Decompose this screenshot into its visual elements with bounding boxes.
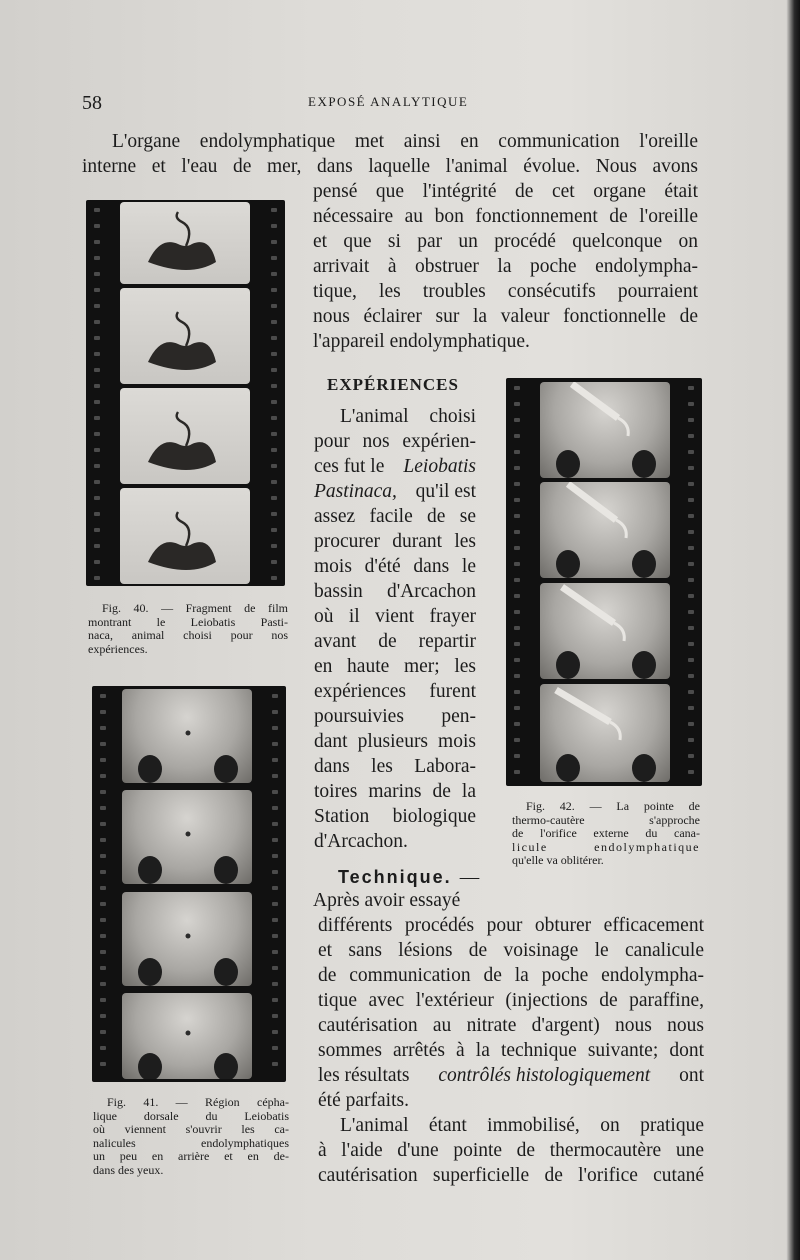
film-perforation	[94, 448, 100, 452]
intro-line: et que si par un procédé quelconque on	[313, 231, 698, 252]
film-perforation	[514, 722, 520, 726]
film-perforation	[100, 1030, 106, 1034]
technique-line	[318, 1064, 704, 1089]
film-perforation	[272, 1046, 278, 1050]
film-perforation	[94, 544, 100, 548]
technique-text: ont	[679, 1065, 704, 1086]
film-perforation	[514, 418, 520, 422]
film-perforation	[514, 770, 520, 774]
film-perforation	[272, 822, 278, 826]
intro-line: interne et l'eau de mer, dans laquelle l'animal évolue. Nous avons	[82, 156, 698, 177]
film-perforation	[271, 320, 277, 324]
section-heading-technique: Technique.	[338, 867, 452, 887]
caption-line: de l'orifice externe du cana-	[512, 826, 700, 840]
caption-line: expériences.	[88, 641, 148, 656]
film-perforation	[272, 934, 278, 938]
film-perforation	[100, 950, 106, 954]
film-perforation	[271, 480, 277, 484]
film-perforation	[272, 694, 278, 698]
caption-line: naca, animal choisi pour nos	[88, 628, 288, 642]
film-perforation	[271, 272, 277, 276]
intro-line: L'organe endolymphatique met ainsi en communication l'oreille	[112, 131, 698, 152]
figure-40-film-strip	[86, 200, 285, 586]
film-perforation	[100, 870, 106, 874]
caption-line: licule endolymphatique	[512, 839, 700, 854]
experiences-line: toires marins de la	[314, 781, 476, 802]
film-perforation	[514, 658, 520, 662]
film-perforation	[271, 336, 277, 340]
film-frame	[540, 482, 670, 578]
film-perforation	[272, 710, 278, 714]
film-perforation	[100, 966, 106, 970]
experiences-line: dans les Labora-	[314, 756, 476, 777]
film-perforation	[100, 790, 106, 794]
film-frame	[120, 388, 250, 484]
film-perforation	[94, 336, 100, 340]
film-perforation	[271, 416, 277, 420]
film-perforation	[514, 626, 520, 630]
caption-line: montrant le Leiobatis Pasti-	[88, 614, 288, 629]
film-perforation	[688, 386, 694, 390]
film-perforation	[272, 998, 278, 1002]
experiences-line: Station biologique	[314, 806, 476, 827]
film-perforation	[688, 706, 694, 710]
film-perforation	[272, 838, 278, 842]
figure-41-caption	[93, 1096, 289, 1177]
film-perforation	[100, 902, 106, 906]
experiences-line: assez facile de se	[314, 506, 476, 527]
film-perforation	[514, 754, 520, 758]
film-perforation	[514, 450, 520, 454]
caption-line: Fig. 41. — Région cépha-	[107, 1095, 289, 1109]
film-perforation	[271, 352, 277, 356]
ray-head-icon	[122, 790, 252, 884]
ray-head-icon	[122, 892, 252, 986]
experiences-line: où il vient frayer	[314, 606, 476, 627]
film-perforation	[271, 368, 277, 372]
intro-line: nécessaire au bon fonctionnement de l'oreille	[313, 206, 698, 227]
ray-fish-icon	[120, 202, 250, 284]
ray-fish-icon	[120, 288, 250, 384]
intro-line: l'appareil endolymphatique.	[313, 331, 530, 352]
film-perforation	[100, 918, 106, 922]
film-perforation	[272, 790, 278, 794]
film-perforation	[94, 384, 100, 388]
film-perforation	[688, 754, 694, 758]
film-perforation	[271, 240, 277, 244]
ray-head-icon	[122, 689, 252, 783]
film-perforation	[688, 450, 694, 454]
film-perforation	[100, 758, 106, 762]
film-perforation	[272, 982, 278, 986]
technique-line: sommes arrêtés à la technique suivante; dont	[318, 1040, 704, 1061]
film-perforation	[100, 982, 106, 986]
ray-fish-icon	[120, 388, 250, 484]
film-perforation	[271, 208, 277, 212]
experiences-line	[314, 455, 476, 480]
running-title: EXPOSÉ ANALYTIQUE	[308, 94, 469, 109]
thermocautery-icon	[540, 684, 670, 782]
film-perforation	[514, 610, 520, 614]
film-perforation	[94, 576, 100, 580]
film-frame	[122, 689, 252, 783]
film-perforation	[94, 352, 100, 356]
page-edge-shadow	[786, 0, 800, 1260]
technique-text: les résultats	[318, 1065, 410, 1086]
film-perforation	[94, 368, 100, 372]
technique-line: et sans lésions de voisinage le canalicule	[318, 940, 704, 961]
technique-line: L'animal étant immobilisé, on pratique	[340, 1115, 704, 1136]
intro-line: arrivait à obstruer la poche endolympha-	[313, 256, 698, 277]
experiences-line: pour nos expérien-	[314, 431, 476, 452]
film-perforation	[94, 224, 100, 228]
film-perforation	[100, 710, 106, 714]
film-perforation	[514, 466, 520, 470]
species-name: Leiobatis	[403, 456, 476, 477]
caption-line: thermo-cautère s'approche	[512, 812, 700, 827]
film-perforation	[271, 432, 277, 436]
film-perforation	[688, 610, 694, 614]
film-perforation	[94, 304, 100, 308]
film-perforation	[688, 738, 694, 742]
film-perforation	[688, 594, 694, 598]
experiences-line	[314, 480, 476, 505]
film-perforation	[94, 272, 100, 276]
film-perforation	[100, 774, 106, 778]
film-perforation	[688, 514, 694, 518]
film-perforation	[271, 496, 277, 500]
technique-line: cautérisation au nitrate d'argent) nous nous	[318, 1015, 704, 1036]
film-perforation	[688, 578, 694, 582]
section-heading-experiences: EXPÉRIENCES	[327, 375, 459, 394]
film-perforation	[271, 528, 277, 532]
film-perforation	[94, 480, 100, 484]
experiences-line: expériences furent	[314, 681, 476, 702]
experiences-line: dant plusieurs mois	[314, 731, 476, 752]
film-perforation	[272, 726, 278, 730]
film-perforation	[272, 902, 278, 906]
technique-line: cautérisation superficielle de l'orifice cutané	[318, 1165, 704, 1186]
caption-line: dans des yeux.	[93, 1162, 164, 1177]
intro-line: tique, les troubles consécutifs pourraient	[313, 281, 698, 302]
film-perforation	[514, 690, 520, 694]
film-frame	[122, 790, 252, 884]
caption-line: qu'elle va oblitérer.	[512, 853, 604, 867]
experiences-line: d'Arcachon.	[314, 831, 408, 852]
film-perforation	[94, 512, 100, 516]
film-perforation	[94, 416, 100, 420]
ray-head-icon	[122, 993, 252, 1079]
film-perforation	[272, 966, 278, 970]
film-perforation	[514, 514, 520, 518]
film-perforation	[514, 546, 520, 550]
film-perforation	[688, 562, 694, 566]
film-perforation	[688, 418, 694, 422]
page-number: 58	[82, 92, 102, 114]
caption-line: où viennent s'ouvrir les ca-	[93, 1122, 289, 1136]
film-perforation	[94, 256, 100, 260]
film-perforation	[688, 690, 694, 694]
caption-line: Fig. 42. — La pointe de	[526, 799, 700, 813]
film-perforation	[94, 288, 100, 292]
film-perforation	[94, 240, 100, 244]
heading-dash: —	[459, 867, 480, 888]
technique-line: différents procédés pour obturer efficacement	[318, 915, 704, 936]
experiences-line: en haute mer; les	[314, 656, 476, 677]
technique-line: été parfaits.	[318, 1090, 409, 1111]
experiences-line: poursuivies pen-	[314, 706, 476, 727]
film-perforation	[688, 498, 694, 502]
film-frame	[122, 892, 252, 986]
film-perforation	[514, 498, 520, 502]
film-perforation	[272, 854, 278, 858]
film-perforation	[94, 496, 100, 500]
film-perforation	[514, 738, 520, 742]
experiences-text: ces fut le	[314, 456, 385, 477]
film-perforation	[514, 434, 520, 438]
film-perforation	[100, 934, 106, 938]
experiences-line: L'animal choisi	[340, 406, 476, 427]
film-perforation	[271, 288, 277, 292]
film-perforation	[514, 530, 520, 534]
film-perforation	[94, 400, 100, 404]
film-perforation	[271, 304, 277, 308]
film-perforation	[94, 560, 100, 564]
film-perforation	[688, 530, 694, 534]
film-frame	[122, 993, 252, 1079]
film-perforation	[688, 402, 694, 406]
film-frame	[120, 288, 250, 384]
caption-line: Fig. 40. — Fragment de film	[102, 601, 288, 615]
film-perforation	[514, 642, 520, 646]
film-perforation	[100, 1014, 106, 1018]
film-perforation	[514, 482, 520, 486]
figure-40-caption	[88, 602, 288, 656]
caption-line: nalicules endolymphatiques	[93, 1135, 289, 1150]
figure-41-film-strip	[92, 686, 286, 1082]
thermocautery-icon	[540, 583, 670, 679]
film-perforation	[100, 998, 106, 1002]
film-frame	[120, 488, 250, 584]
film-perforation	[688, 674, 694, 678]
film-perforation	[272, 886, 278, 890]
film-perforation	[514, 562, 520, 566]
film-perforation	[688, 722, 694, 726]
film-perforation	[100, 854, 106, 858]
film-perforation	[688, 482, 694, 486]
film-perforation	[271, 256, 277, 260]
film-perforation	[271, 464, 277, 468]
film-perforation	[688, 546, 694, 550]
film-perforation	[272, 950, 278, 954]
film-perforation	[688, 770, 694, 774]
film-perforation	[272, 870, 278, 874]
caption-line: un peu en arrière et en de-	[93, 1149, 289, 1163]
caption-line: lique dorsale du Leiobatis	[93, 1108, 289, 1123]
film-perforation	[272, 1062, 278, 1066]
experiences-text: qu'il est	[415, 481, 476, 502]
technique-line: Après avoir essayé	[313, 890, 461, 911]
experiences-line: bassin d'Arcachon	[314, 581, 476, 602]
film-perforation	[94, 208, 100, 212]
film-perforation	[94, 464, 100, 468]
film-frame	[540, 382, 670, 478]
experiences-line: mois d'été dans le	[314, 556, 476, 577]
film-perforation	[94, 432, 100, 436]
film-frame	[540, 684, 670, 782]
film-perforation	[272, 1030, 278, 1034]
film-perforation	[272, 806, 278, 810]
film-perforation	[271, 560, 277, 564]
intro-line: pensé que l'intégrité de cet organe était	[313, 181, 698, 202]
film-perforation	[100, 806, 106, 810]
film-perforation	[100, 822, 106, 826]
film-frame	[540, 583, 670, 679]
film-perforation	[94, 528, 100, 532]
figure-42-caption	[512, 800, 700, 868]
film-perforation	[271, 544, 277, 548]
film-frame	[120, 202, 250, 284]
film-perforation	[271, 384, 277, 388]
species-name: Pastinaca,	[314, 481, 397, 502]
film-perforation	[271, 576, 277, 580]
film-perforation	[272, 742, 278, 746]
film-perforation	[100, 838, 106, 842]
thermocautery-icon	[540, 482, 670, 578]
film-perforation	[272, 918, 278, 922]
film-perforation	[688, 434, 694, 438]
film-perforation	[688, 466, 694, 470]
film-perforation	[688, 658, 694, 662]
film-perforation	[100, 1046, 106, 1050]
technique-line: tique avec l'extérieur (injections de paraffine,	[318, 990, 704, 1011]
technique-emphasis: contrôlés histologiquement	[438, 1065, 651, 1086]
film-perforation	[272, 758, 278, 762]
film-perforation	[100, 694, 106, 698]
experiences-line: procurer durant les	[314, 531, 476, 552]
film-perforation	[272, 774, 278, 778]
film-perforation	[514, 594, 520, 598]
film-perforation	[100, 726, 106, 730]
film-perforation	[271, 224, 277, 228]
film-perforation	[272, 1014, 278, 1018]
thermocautery-icon	[540, 382, 670, 478]
film-perforation	[100, 742, 106, 746]
film-perforation	[94, 320, 100, 324]
film-perforation	[271, 512, 277, 516]
film-perforation	[100, 1062, 106, 1066]
technique-heading-row	[338, 866, 479, 891]
figure-42-film-strip	[506, 378, 702, 786]
film-perforation	[271, 400, 277, 404]
film-perforation	[514, 402, 520, 406]
film-perforation	[514, 386, 520, 390]
film-perforation	[514, 706, 520, 710]
film-perforation	[688, 642, 694, 646]
film-perforation	[688, 626, 694, 630]
film-perforation	[271, 448, 277, 452]
film-perforation	[100, 886, 106, 890]
experiences-line: avant de repartir	[314, 631, 476, 652]
technique-line: de communication de la poche endolympha-	[318, 965, 704, 986]
intro-line: nous éclairer sur la valeur fonctionnelle de	[313, 306, 698, 327]
ray-fish-icon	[120, 488, 250, 584]
film-perforation	[514, 578, 520, 582]
film-perforation	[514, 674, 520, 678]
technique-line: à l'aide d'une pointe de thermocautère une	[318, 1140, 704, 1161]
